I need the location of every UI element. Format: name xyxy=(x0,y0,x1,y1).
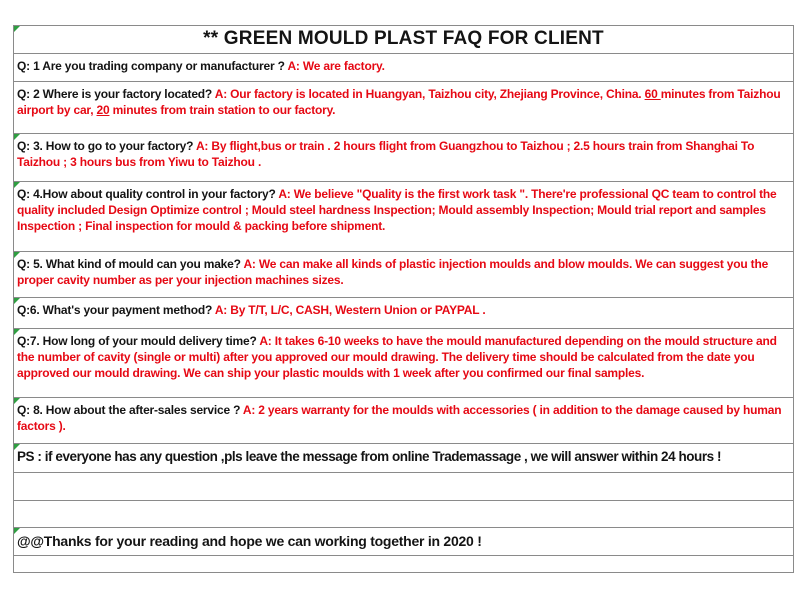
faq-row-q8 xyxy=(14,398,794,444)
faq-row-q4 xyxy=(14,182,794,252)
cell-flag-icon xyxy=(14,398,20,404)
faq-cell-q8: Q: 8. How about the after-sales service ? A: 2 years warranty for the moulds with accessories ( in addition to the damage caused by human factors ). xyxy=(14,398,794,444)
cell-flag-icon xyxy=(14,444,20,450)
cell-flag-icon xyxy=(14,252,20,258)
faq-cell-q5: Q: 5. What kind of mould can you make? A: We can make all kinds of plastic injection moulds and blow moulds. We can suggest you the proper cavity number as per your injection machines sizes. xyxy=(14,252,794,298)
empty-cell xyxy=(14,501,794,528)
faq-sheet xyxy=(13,25,794,573)
ps-cell: PS : if everyone has any question ,pls leave the message from online Trademassage , we will answer within 24 hours ! xyxy=(14,444,794,473)
thanks-cell: @@Thanks for your reading and hope we can working together in 2020 ! xyxy=(14,528,794,556)
faq-cell-q2: Q: 2 Where is your factory located? A: Our factory is located in Huangyan, Taizhou city, Zhejiang Province, China. 60 minutes from Taizhou airport by car, 20 minutes from train station to our factory. xyxy=(14,82,794,134)
cell-flag-icon xyxy=(14,329,20,335)
cell-flag-icon xyxy=(14,134,20,140)
page-title: ** GREEN MOULD PLAST FAQ FOR CLIENT xyxy=(14,26,794,54)
faq-cell-q7: Q:7. How long of your mould delivery time? A: It takes 6-10 weeks to have the mould manufactured depending on the mould structure and the number of cavity (single or multi) after you approved our mould drawing. The delivery time should be calculated from the date you approved our mould drawing. We can ship your plastic moulds with 1 week after you confirmed our final samples. xyxy=(14,329,794,398)
faq-cell-q4: Q: 4.How about quality control in your factory? A: We believe "Quality is the first work task ". There're professional QC team to control the quality included Design Optimize control ; Mould steel hardness Inspection; Mould assembly Inspection; Mould trial report and samples Inspection ; Final inspection for mould & packing before shipment. xyxy=(14,182,794,252)
faq-row-q1 xyxy=(14,54,794,82)
faq-cell-q1: Q: 1 Are you trading company or manufacturer ? A: We are factory. xyxy=(14,54,794,82)
faq-row-q6 xyxy=(14,298,794,329)
faq-row-q2 xyxy=(14,82,794,134)
empty-cell xyxy=(14,473,794,501)
empty-cell xyxy=(14,556,794,573)
empty-row xyxy=(14,501,794,528)
faq-row-q7 xyxy=(14,329,794,398)
cell-flag-icon xyxy=(14,528,20,534)
cell-flag-icon xyxy=(14,298,20,304)
empty-row xyxy=(14,556,794,573)
faq-row-q5 xyxy=(14,252,794,298)
faq-table xyxy=(13,25,794,573)
cell-flag-icon xyxy=(14,26,20,32)
thanks-row xyxy=(14,528,794,556)
faq-cell-q6: Q:6. What's your payment method? A: By T/T, L/C, CASH, Western Union or PAYPAL . xyxy=(14,298,794,329)
faq-cell-q3: Q: 3. How to go to your factory? A: By flight,bus or train . 2 hours flight from Guangzhou to Taizhou ; 2.5 hours train from Shanghai To Taizhou ; 3 hours bus from Yiwu to Taizhou . xyxy=(14,134,794,182)
cell-flag-icon xyxy=(14,182,20,188)
empty-row xyxy=(14,473,794,501)
title-row xyxy=(14,26,794,54)
faq-row-q3 xyxy=(14,134,794,182)
ps-row xyxy=(14,444,794,473)
